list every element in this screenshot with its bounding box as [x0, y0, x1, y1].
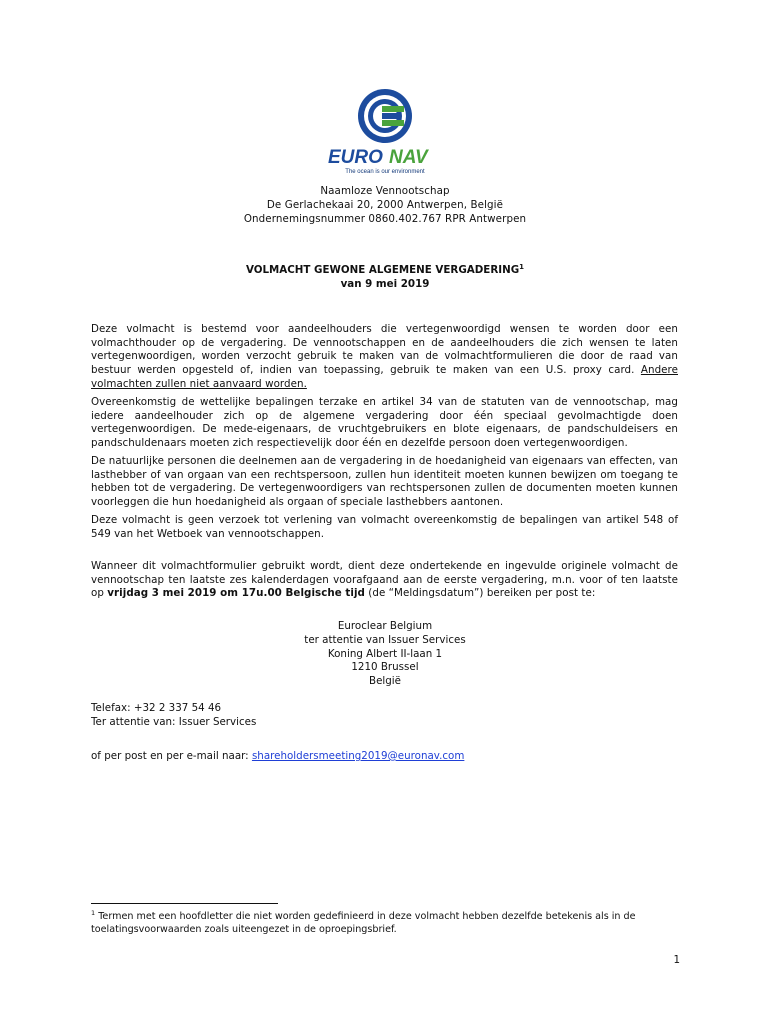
- paragraph-article-548: Deze volmacht is geen verzoek tot verlening van volmacht overeenkomstig de bepalingen van artikel 548 of 549 van het Wetboek van vennootschappen.: [91, 514, 678, 540]
- paragraph-identity: De natuurlijke personen die deelnemen aan de vergadering in de hoedanigheid van eigenaars van effecten, van lasthebber of van orgaan van een rechtspersoon, zullen hun identiteit moeten kunnen bewijzen om toegang te hebben tot de vergadering. De vertegenwoordigers van rechtspersonen zullen de documenten moeten kunnen voorleggen die hun hoedanigheid als orgaan of speciale lasthebbers aantonen.: [91, 455, 678, 509]
- logo-tagline: The ocean is our environment: [345, 169, 425, 175]
- footnote-text: Termen met een hoofdletter die niet worden gedefinieerd in deze volmacht hebben dezelfde betekenis als in de toelatingsvoorwaarden zoals uiteengezet in de oproepingsbrief.: [91, 911, 636, 936]
- logo-wordmark-nav: NAV: [389, 147, 428, 168]
- paragraph-deadline: [91, 560, 678, 601]
- paragraph-purpose-underlined: Andere volmachten zullen niet aanvaard worden.: [91, 364, 678, 390]
- email-link[interactable]: shareholdersmeeting2019@euronav.com: [251, 750, 465, 762]
- footnote-separator: [91, 903, 278, 904]
- attention-line: Ter attentie van: Issuer Services: [91, 715, 257, 728]
- company-legal-form: Naamloze Vennootschap: [320, 185, 450, 197]
- paragraph-representation: Overeenkomstig de wettelijke bepalingen terzake en artikel 34 van de statuten van de vennootschap, mag iedere aandeelhouder zich op de algemene vergadering door één speciaal gevolmachtigde doen vertegenwoordigen. De mede-eigenaars, de vruchtgebruikers en blote eigenaars, de pandschuldeisers en pandschuldenaars moeten zich respectievelijk door één en dezelfde persoon doen vertegenwoordigen.: [91, 396, 678, 450]
- title-text: VOLMACHT GEWONE ALGEMENE VERGADERING: [245, 264, 520, 276]
- title-date: van 9 mei 2019: [340, 277, 430, 290]
- address-line-2: ter attentie van Issuer Services: [304, 633, 466, 646]
- euronav-logo: [318, 86, 452, 178]
- company-details: [0, 185, 770, 226]
- logo-green-bar-bottom: [382, 120, 404, 126]
- footnote: [91, 910, 678, 936]
- email-prefix: of per post en per e-mail naar:: [91, 750, 252, 762]
- paragraph-deadline-text: Wanneer dit volmachtformulier gebruikt wordt, dient deze ondertekende en ingevulde originele volmacht de vennootschap ten laatste zes kalenderdagen voorafgaand aan de eerste vergadering, m.n. voor of ten laatste op: [91, 560, 678, 600]
- document-title: [0, 264, 770, 292]
- logo-blue-bar: [382, 113, 398, 119]
- company-registration-number: Ondernemingsnummer 0860.402.767 RPR Antwerpen: [243, 212, 527, 225]
- paragraph-purpose: [91, 323, 678, 392]
- postal-address: [0, 620, 770, 689]
- company-address: De Gerlachekaai 20, 2000 Antwerpen, België: [266, 198, 504, 211]
- paragraph-purpose-text: Deze volmacht is bestemd voor aandeelhouders die vertegenwoordigd wensen te worden door een volmachthouder op de vergadering. De vennootschappen en de aandeelhouders die zich wensen te laten vertegenwoordigen, worden verzocht gebruik te maken van de volmachtformulieren die door de raad van bestuur werden opgesteld of, indien van toepassing, gebruik te maken van een U.S. proxy card.: [91, 323, 678, 377]
- logo-green-bar-top: [382, 106, 404, 112]
- email-line: [91, 750, 678, 764]
- address-line-1: Euroclear Belgium: [337, 620, 433, 632]
- contact-block: [91, 702, 678, 730]
- euronav-logo-icon: [318, 86, 452, 178]
- logo-wordmark-euro: EURO: [328, 147, 383, 168]
- telefax-line: Telefax: +32 2 337 54 46: [91, 702, 222, 714]
- page-number: 1: [673, 954, 680, 966]
- deadline-date: vrijdag 3 mei 2019 om 17u.00 Belgische tijd: [107, 587, 365, 600]
- address-line-4: 1210 Brussel: [351, 661, 419, 674]
- paragraph-deadline-tail: (de “Meldingsdatum”) bereiken per post te:: [364, 587, 596, 600]
- title-line: [0, 264, 770, 278]
- address-line-5: België: [369, 675, 401, 688]
- footnote-number: 1: [91, 909, 96, 917]
- footnote-reference: 1: [519, 263, 525, 271]
- address-line-3: Koning Albert II-laan 1: [327, 647, 443, 660]
